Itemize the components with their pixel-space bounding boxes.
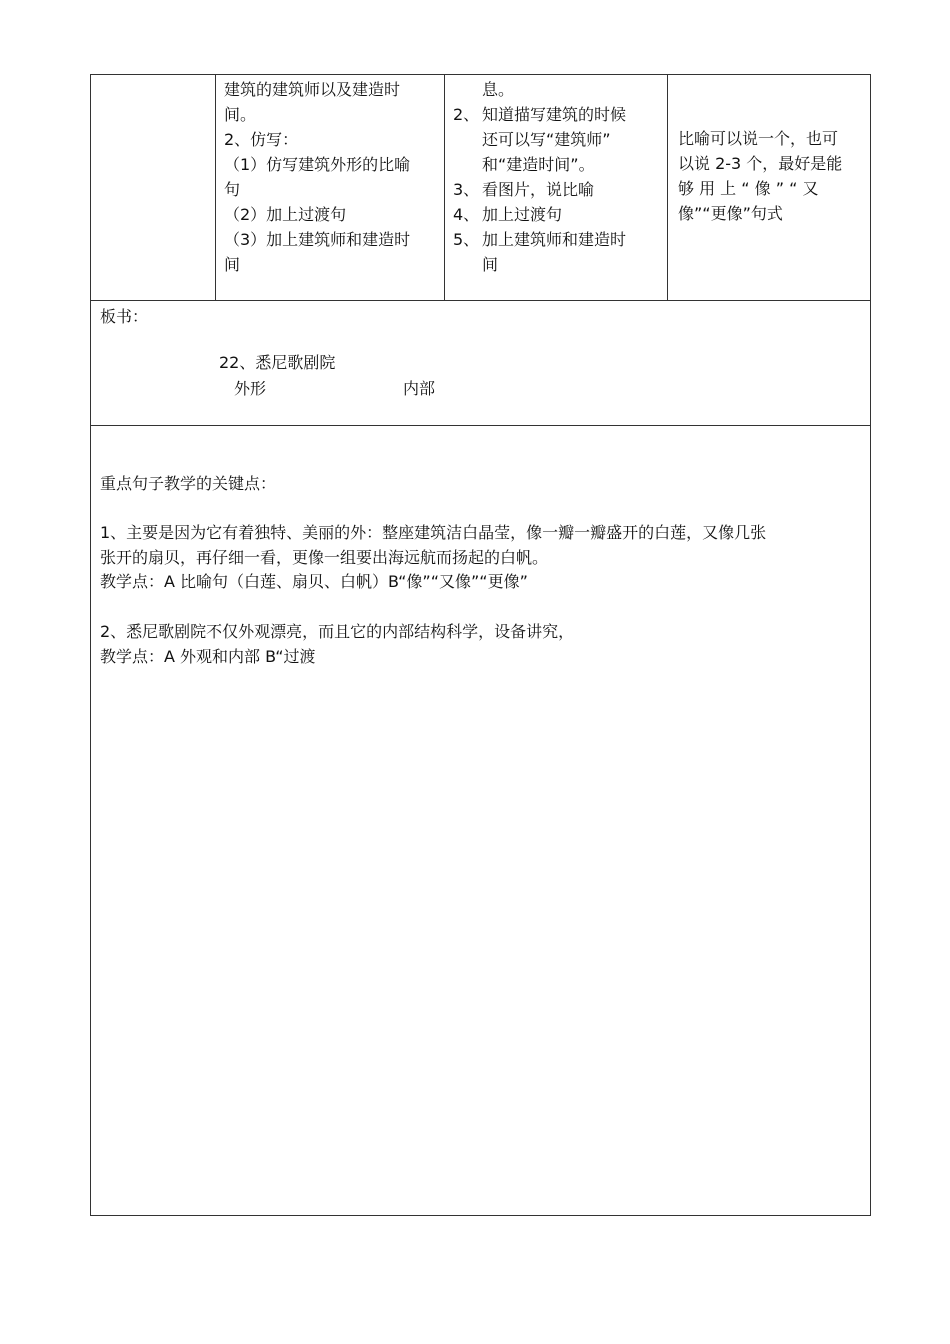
- column-divider-3: [667, 75, 668, 300]
- board-label: 板书：: [100, 307, 149, 326]
- steps-item-number: 4、: [453, 205, 480, 224]
- steps-item-number: 2、: [453, 105, 480, 124]
- key-point-1-teaching: 教学点：A 比喻句（白莲、扇贝、白帆）B“像”“又像”“更像”: [100, 572, 528, 591]
- key-point-1-line-2: 张开的扇贝，再仔细一看，更像一组要出海远航而扬起的白帆。: [100, 548, 549, 567]
- notes-line: 比喻可以说一个，也可: [678, 129, 839, 148]
- steps-item-text: 还可以写“建筑师”: [482, 130, 611, 149]
- steps-item: [453, 202, 626, 227]
- key-point-2-teaching: 教学点：A 外观和内部 B“过渡: [100, 647, 316, 666]
- notes-line: 以说 2-3 个，最好是能: [678, 154, 843, 173]
- process-line: （1）仿写建筑外形的比喻: [224, 155, 411, 174]
- column-divider-2: [444, 75, 445, 300]
- steps-item-text: 加上建筑师和建造时: [482, 230, 627, 249]
- steps-item-number: 5、: [453, 230, 480, 249]
- steps-item-text: 知道描写建筑的时候: [482, 105, 627, 124]
- steps-item-text: 和“建造时间”。: [482, 155, 595, 174]
- notes-cell: [678, 126, 842, 226]
- process-line: 间: [224, 255, 241, 274]
- steps-item-text: 加上过渡句: [482, 205, 563, 224]
- steps-item: [453, 102, 626, 127]
- column-divider-1: [215, 75, 216, 300]
- process-line: 2、仿写：: [224, 130, 299, 149]
- steps-continuation: 息。: [482, 80, 515, 99]
- notes-line: 够 用 上 “ 像 ” “ 又: [678, 179, 819, 198]
- key-point-1-line-1: 1、主要是因为它有着独特、美丽的外：整座建筑洁白晶莹，像一瓣一瓣盛开的白莲，又像几张: [100, 523, 767, 542]
- steps-cell: [453, 77, 626, 277]
- process-line: 建筑的建筑师以及建造时: [224, 80, 401, 99]
- board-lesson-title: 22、悉尼歌剧院: [219, 353, 336, 372]
- process-line: （3）加上建筑师和建造时: [224, 230, 411, 249]
- steps-item-text: 看图片，说比喻: [482, 180, 595, 199]
- board-outside: 外形: [234, 379, 267, 398]
- notes-line: 像”“更像”句式: [678, 204, 783, 223]
- key-point-2-line-1: 2、悉尼歌剧院不仅外观漂亮，而且它的内部结构科学，设备讲究，: [100, 622, 575, 641]
- process-line: （2）加上过渡句: [224, 205, 347, 224]
- steps-item-number: 3、: [453, 180, 480, 199]
- key-points-heading: 重点句子教学的关键点：: [100, 474, 277, 493]
- row-divider-1: [91, 300, 870, 301]
- steps-item: [453, 227, 626, 252]
- steps-item: [453, 177, 626, 202]
- row-divider-2: [91, 425, 870, 426]
- process-cell: [224, 77, 410, 277]
- steps-item-text: 间: [482, 255, 499, 274]
- process-line: 间。: [224, 105, 257, 124]
- lesson-plan-table: [90, 74, 871, 1216]
- process-line: 句: [224, 180, 241, 199]
- board-inside: 内部: [403, 379, 436, 398]
